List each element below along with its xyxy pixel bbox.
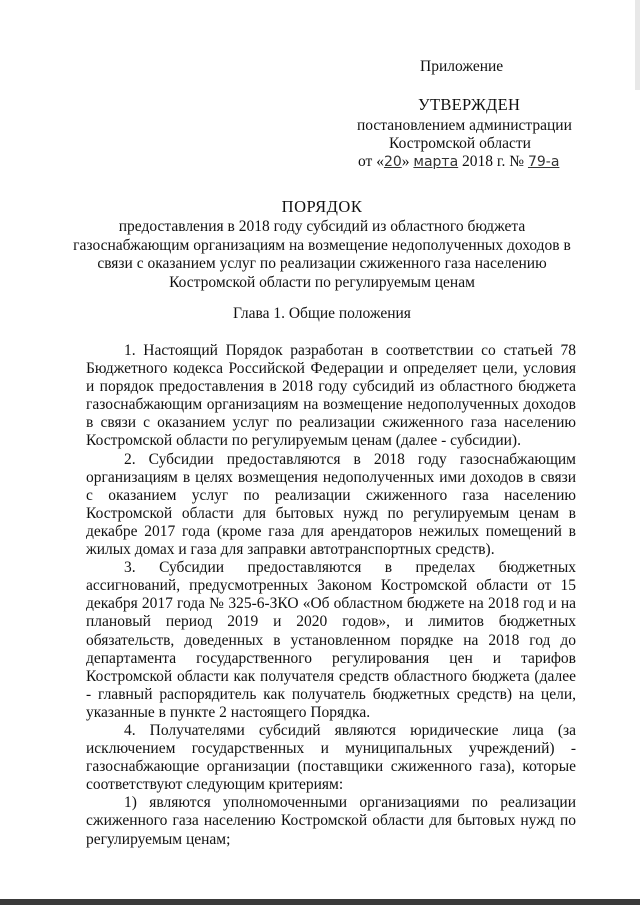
appendix-label: Приложение	[420, 58, 504, 75]
approval-date-line	[358, 153, 559, 171]
paragraph-2: 2. Субсидии предоставляются в 2018 году газоснабжающим организациям в целях возмещения недополученных ими доходов в связи с оказанием услуг по реализации сжиженного газа населению Костромской области для бытовых нужд по регулируемым ценам в декабре 2017 года (кроме газа для арендаторов нежилых помещений в жилых домах и газа для заправки автотранспортных средств).	[86, 450, 576, 559]
chapter-title: Глава 1. Общие положения	[233, 305, 411, 322]
paragraph-4: 4. Получателями субсидий являются юридические лица (за исключением государственных и муниципальных учреждений) - газоснабжающие организации (поставщики сжиженного газа), которые соответствуют следующим критериям:	[86, 721, 576, 794]
date-month: марта	[413, 154, 459, 170]
approved-by-line: постановлением администрации	[357, 117, 572, 134]
date-prefix: от «	[358, 153, 384, 170]
paragraph-1: 1. Настоящий Порядок разработан в соответствии со статьей 78 Бюджетного кодекса Российской Федерации и определяет цели, условия и порядок предоставления в 2018 году субсидий из областного бюджета газоснабжающим организациям на возмещение недополученных доходов в связи с оказанием услуг по реализации сжиженного газа населению Костромской области по регулируемым ценам (далее - субсидии).	[86, 342, 576, 450]
document-body	[86, 342, 576, 849]
scan-edge	[635, 0, 640, 90]
paragraph-4-1: 1) являются уполномоченными организациями по реализации сжиженного газа населению Костромской области для бытовых нужд по регулируемым ценам;	[86, 794, 576, 848]
approved-heading: УТВЕРЖДЕН	[418, 95, 521, 114]
date-year: 2018 г. №	[462, 153, 525, 170]
decree-number: 79-а	[527, 154, 560, 170]
date-day: 20	[383, 154, 402, 170]
scan-bottom-edge	[0, 899, 640, 905]
region-line: Костромской области	[389, 135, 531, 152]
paragraph-3: 3. Субсидии предоставляются в пределах бюджетных ассигнований, предусмотренных Законом Костромской области от 15 декабря 2017 года № 325-6-ЗКО «Об областном бюджете на 2018 год и на плановый период 2019 и 2020 годов», и лимитов бюджетных обязательств, доведенных в установленном порядке на 2018 год до департамента государственного регулирования цен и тарифов Костромской области как получателя средств областного бюджета (далее - главный распорядитель как получатель бюджетных средств) на цели, указанные в пункте 2 настоящего Порядка.	[86, 559, 576, 721]
document-subtitle: предоставления в 2018 году субсидий из областного бюджета газоснабжающим организациям на возмещение недополученных доходов в связи с оказанием услуг по реализации сжиженного газа населению Костромской области по регулируемым ценам	[73, 218, 571, 291]
document-title: ПОРЯДОК	[281, 197, 363, 216]
date-mid: »	[401, 153, 410, 170]
